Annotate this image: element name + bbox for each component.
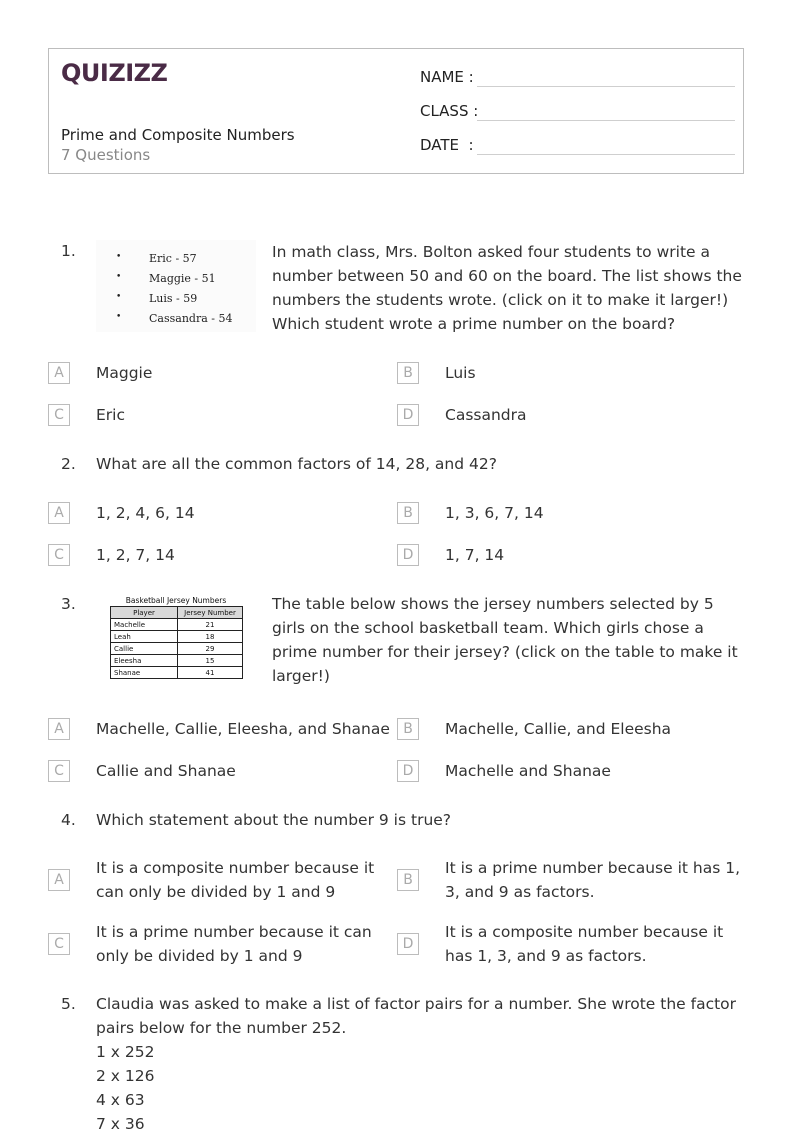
option-d-box[interactable]: D [397, 933, 419, 955]
question-text: In math class, Mrs. Bolton asked four students to write a number between 50 and 60 on the board. The list shows the numbers the students wrote. (click on it to make it larger!) Which student wrote a prime number on the board? [272, 243, 742, 333]
class-label: CLASS : [420, 102, 479, 120]
option-a-text: Maggie [96, 364, 153, 382]
question-text: Claudia was asked to make a list of factor pairs for a number. She wrote the factor pairs below for the number 252. [96, 995, 737, 1037]
option-c-text: Eric [96, 406, 125, 424]
factor-pair: 4 x 63 [96, 1091, 145, 1109]
table-cell: Machelle [111, 619, 178, 631]
option-b-box[interactable]: B [397, 502, 419, 524]
question-count: 7 Questions [61, 146, 151, 164]
option-c-box[interactable]: C [48, 760, 70, 782]
date-line[interactable] [477, 154, 735, 155]
question-number: 1. [61, 242, 76, 260]
student-list-image[interactable] [96, 240, 256, 332]
table-header: Jersey Number [178, 607, 243, 619]
option-d-box[interactable]: D [397, 404, 419, 426]
name-field[interactable] [420, 68, 735, 90]
table-cell: 41 [178, 667, 243, 679]
option-b-text: It is a prime number because it has 1, 3, and 9 as factors. [445, 859, 740, 901]
option-b-text: Machelle, Callie, and Eleesha [445, 720, 672, 738]
option-a-box[interactable]: A [48, 362, 70, 384]
question-text: The table below shows the jersey numbers selected by 5 girls on the school basketball team. Which girls chose a prime number for their jersey? (click on the table to make it larger!) [272, 595, 738, 685]
date-field[interactable] [420, 136, 735, 158]
table-cell: Eleesha [111, 655, 178, 667]
date-label: DATE : [420, 136, 474, 154]
question-text: Which statement about the number 9 is true? [96, 811, 452, 829]
option-c-text: It is a prime number because it can only be divided by 1 and 9 [96, 923, 372, 965]
worksheet-header [48, 48, 744, 174]
option-d-text: It is a composite number because it has 1, 3, and 9 as factors. [445, 923, 724, 965]
table-cell: 15 [178, 655, 243, 667]
question-number: 4. [61, 811, 76, 829]
option-a-box[interactable]: A [48, 502, 70, 524]
table-cell: 29 [178, 643, 243, 655]
table-cell: Leah [111, 631, 178, 643]
option-b-text: Luis [445, 364, 476, 382]
option-b-box[interactable]: B [397, 718, 419, 740]
option-a-text: Machelle, Callie, Eleesha, and Shanae [96, 720, 390, 738]
list-item: Maggie - 51 [149, 272, 216, 285]
table-cell: 21 [178, 619, 243, 631]
option-d-text: Machelle and Shanae [445, 762, 611, 780]
factor-pair: 7 x 36 [96, 1115, 145, 1133]
question-number: 3. [61, 595, 76, 613]
jersey-table [110, 606, 243, 679]
table-row [111, 643, 243, 655]
jersey-table-image[interactable] [104, 594, 252, 686]
option-b-text: 1, 3, 6, 7, 14 [445, 504, 544, 522]
question-number: 5. [61, 995, 76, 1013]
option-c-text: Callie and Shanae [96, 762, 236, 780]
table-row [111, 667, 243, 679]
list-item: Cassandra - 54 [149, 312, 233, 325]
option-b-box[interactable]: B [397, 869, 419, 891]
option-d-text: Cassandra [445, 406, 527, 424]
option-c-box[interactable]: C [48, 933, 70, 955]
option-a-box[interactable]: A [48, 869, 70, 891]
option-c-box[interactable]: C [48, 544, 70, 566]
option-a-text: 1, 2, 4, 6, 14 [96, 504, 195, 522]
option-c-box[interactable]: C [48, 404, 70, 426]
class-line[interactable] [477, 120, 735, 121]
class-field[interactable] [420, 102, 735, 124]
question-number: 2. [61, 455, 76, 473]
option-a-box[interactable]: A [48, 718, 70, 740]
table-row [111, 655, 243, 667]
worksheet-title: Prime and Composite Numbers [61, 126, 295, 144]
option-b-box[interactable]: B [397, 362, 419, 384]
option-a-text: It is a composite number because it can only be divided by 1 and 9 [96, 859, 375, 901]
table-cell: Shanae [111, 667, 178, 679]
table-cell: 18 [178, 631, 243, 643]
option-d-text: 1, 7, 14 [445, 546, 505, 564]
option-c-text: 1, 2, 7, 14 [96, 546, 175, 564]
quizizz-logo: QUIZIZZ [61, 59, 168, 87]
table-cell: Callie [111, 643, 178, 655]
option-d-box[interactable]: D [397, 544, 419, 566]
list-item: Luis - 59 [149, 292, 198, 305]
factor-pair: 2 x 126 [96, 1067, 155, 1085]
name-label: NAME : [420, 68, 474, 86]
option-d-box[interactable]: D [397, 760, 419, 782]
table-header: Player [111, 607, 178, 619]
name-line[interactable] [477, 86, 735, 87]
table-caption: Basketball Jersey Numbers [125, 596, 227, 605]
factor-pair: 1 x 252 [96, 1043, 155, 1061]
list-item: Eric - 57 [149, 252, 197, 265]
table-row [111, 619, 243, 631]
table-row [111, 631, 243, 643]
question-text: What are all the common factors of 14, 28, and 42? [96, 455, 497, 473]
